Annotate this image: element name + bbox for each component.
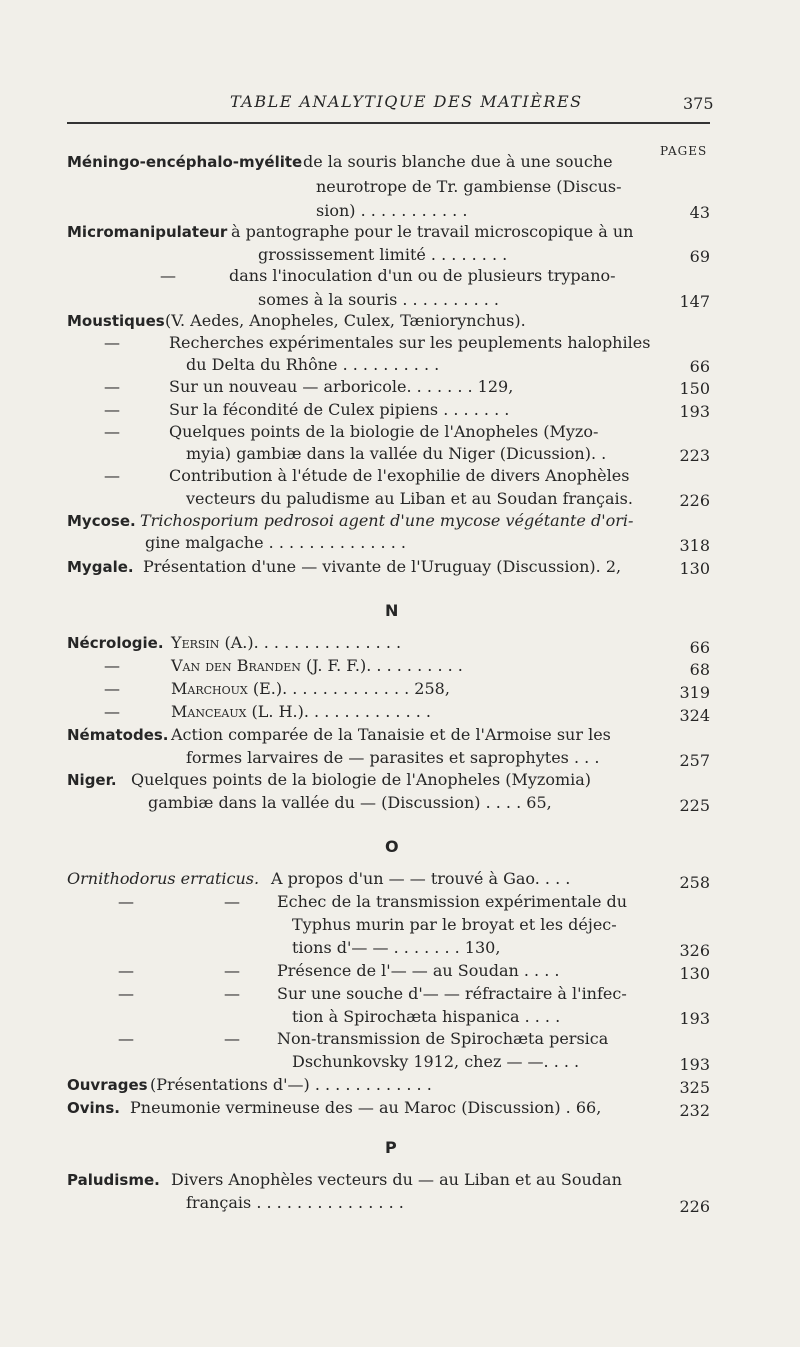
entry-text: myia) gambiæ dans la vallée du Niger (Dicussion). .: [186, 444, 607, 463]
entry-text: (V. Aedes, Anopheles, Culex, Tæniorynchus).: [165, 311, 526, 330]
page-ref: 326: [679, 941, 710, 960]
entry-text: Présence de l'— — au Soudan . . . .: [277, 961, 560, 980]
headword-mycose: Mycose.: [67, 512, 136, 530]
headword-mygale: Mygale.: [67, 558, 134, 576]
page-ref: 318: [679, 536, 710, 555]
page-ref: 130: [679, 964, 710, 983]
entry-text: Pneumonie vermineuse des — au Maroc (Discussion) . 66,: [130, 1098, 602, 1117]
ditto-dash: —: [118, 984, 134, 1003]
page-ref: 226: [679, 1197, 710, 1216]
page-ref: 68: [689, 660, 710, 679]
entry-text: gine malgache . . . . . . . . . . . . . .: [145, 533, 406, 552]
ditto-dash: —: [104, 400, 120, 419]
page-ref: 43: [689, 203, 710, 222]
page-ref: 223: [679, 446, 710, 465]
entry-text: Quelques points de la biologie de l'Anopheles (Myzomia): [131, 770, 592, 789]
pages-column-label: PAGES: [660, 144, 708, 158]
entry-text: grossissement limité . . . . . . . .: [258, 245, 508, 264]
page-ref: 325: [679, 1078, 710, 1097]
entry-text: somes à la souris . . . . . . . . . .: [258, 290, 499, 309]
page-ref: 147: [679, 292, 710, 311]
entry-text: gambiæ dans la vallée du — (Discussion) . . . . 65,: [148, 793, 552, 812]
ditto-dash: —: [104, 656, 120, 675]
ditto-dash: —: [160, 266, 176, 285]
page-ref: 193: [679, 402, 710, 421]
entry-text: Contribution à l'étude de l'exophilie de divers Anophèles: [169, 466, 630, 485]
entry-text: A propos d'un — — trouvé à Gao. . . .: [271, 869, 571, 888]
ditto-dash: —: [118, 1029, 134, 1048]
entry-text: Non-transmission de Spirochæta persica: [277, 1029, 609, 1048]
page-ref: 66: [689, 357, 710, 376]
ditto-dash: —: [224, 892, 240, 911]
page-ref: 193: [679, 1055, 710, 1074]
headword-nematodes: Nématodes.: [67, 726, 169, 744]
ditto-dash: —: [224, 984, 240, 1003]
entry-text: Sur un nouveau — arboricole. . . . . . . 129,: [169, 377, 514, 396]
entry-text: Yersin (A.). . . . . . . . . . . . . . .: [171, 633, 402, 652]
page-ref: 130: [679, 559, 710, 578]
ditto-dash: —: [104, 333, 120, 352]
ditto-dash: —: [104, 679, 120, 698]
entry-text: Manceaux (L. H.). . . . . . . . . . . . .: [171, 702, 431, 721]
section-letter-n: N: [385, 601, 399, 620]
entry-text: tions d'— — . . . . . . . 130,: [292, 938, 501, 957]
header-rule: [67, 122, 710, 124]
entry-text: tion à Spirochæta hispanica . . . .: [292, 1007, 561, 1026]
entry-text: formes larvaires de — parasites et saprophytes . . .: [186, 748, 600, 767]
headword-meningo: Méningo-encéphalo-myélite: [67, 153, 303, 171]
headword-micromanipulateur: Micromanipulateur: [67, 223, 228, 241]
entry-text: français . . . . . . . . . . . . . . .: [186, 1193, 404, 1212]
entry-text: Trichosporium pedrosoi agent d'une mycose végétante d'ori-: [140, 511, 634, 530]
entry-text: Marchoux (E.). . . . . . . . . . . . . 258,: [171, 679, 450, 698]
entry-text: Sur la fécondité de Culex pipiens . . . . . . .: [169, 400, 510, 419]
headword-niger: Niger.: [67, 771, 117, 789]
page-ref: 150: [679, 379, 710, 398]
page-ref: 69: [689, 247, 710, 266]
page-ref: 324: [679, 706, 710, 725]
entry-text: Divers Anophèles vecteurs du — au Liban et au Soudan: [171, 1170, 622, 1189]
ditto-dash: —: [104, 466, 120, 485]
page-number: 375: [683, 94, 714, 113]
page-ref: 232: [679, 1101, 710, 1120]
entry-text: à pantographe pour le travail microscopique à un: [231, 222, 634, 241]
headword-ornithodorus: Ornithodorus erraticus.: [67, 869, 260, 888]
ditto-dash: —: [104, 377, 120, 396]
entry-text: Présentation d'une — vivante de l'Uruguay (Discussion). 2,: [143, 557, 622, 576]
entry-text: Dschunkovsky 1912, chez — —. . . .: [292, 1052, 580, 1071]
section-letter-p: P: [385, 1138, 397, 1157]
entry-text: Quelques points de la biologie de l'Anopheles (Myzo-: [169, 422, 599, 441]
entry-text: Van den Branden (J. F. F.). . . . . . . . . .: [171, 656, 463, 675]
entry-text: dans l'inoculation d'un ou de plusieurs trypano-: [229, 266, 616, 285]
headword-moustiques: Moustiques: [67, 312, 165, 330]
entry-text: sion) . . . . . . . . . . .: [316, 201, 468, 220]
page-ref: 257: [679, 751, 710, 770]
entry-text: Recherches expérimentales sur les peuplements halophiles: [169, 333, 651, 352]
ditto-dash: —: [118, 892, 134, 911]
entry-text: Echec de la transmission expérimentale du: [277, 892, 628, 911]
ditto-dash: —: [224, 1029, 240, 1048]
entry-text: Sur une souche d'— — réfractaire à l'infec-: [277, 984, 627, 1003]
headword-ouvrages: Ouvrages: [67, 1076, 148, 1094]
entry-text: Typhus murin par le broyat et les déjec-: [292, 915, 617, 934]
page-ref: 225: [679, 796, 710, 815]
entry-text: Action comparée de la Tanaisie et de l'Armoise sur les: [171, 725, 611, 744]
ditto-dash: —: [104, 702, 120, 721]
running-head: TABLE ANALYTIQUE DES MATIÈRES: [230, 92, 583, 111]
section-letter-o: O: [385, 837, 399, 856]
page-ref: 319: [679, 683, 710, 702]
entry-text: de la souris blanche due à une souche: [303, 152, 613, 171]
headword-necrologie: Nécrologie.: [67, 634, 164, 652]
headword-ovins: Ovins.: [67, 1099, 120, 1117]
ditto-dash: —: [224, 961, 240, 980]
page-ref: 226: [679, 491, 710, 510]
entry-text: (Présentations d'—) . . . . . . . . . . . .: [150, 1075, 432, 1094]
page-ref: 193: [679, 1009, 710, 1028]
entry-text: neurotrope de Tr. gambiense (Discus-: [316, 177, 622, 196]
entry-text: du Delta du Rhône . . . . . . . . . .: [186, 355, 440, 374]
page-ref: 258: [679, 873, 710, 892]
entry-text: vecteurs du paludisme au Liban et au Soudan français.: [186, 489, 633, 508]
ditto-dash: —: [118, 961, 134, 980]
ditto-dash: —: [104, 422, 120, 441]
page-ref: 66: [689, 638, 710, 657]
headword-paludisme: Paludisme.: [67, 1171, 160, 1189]
